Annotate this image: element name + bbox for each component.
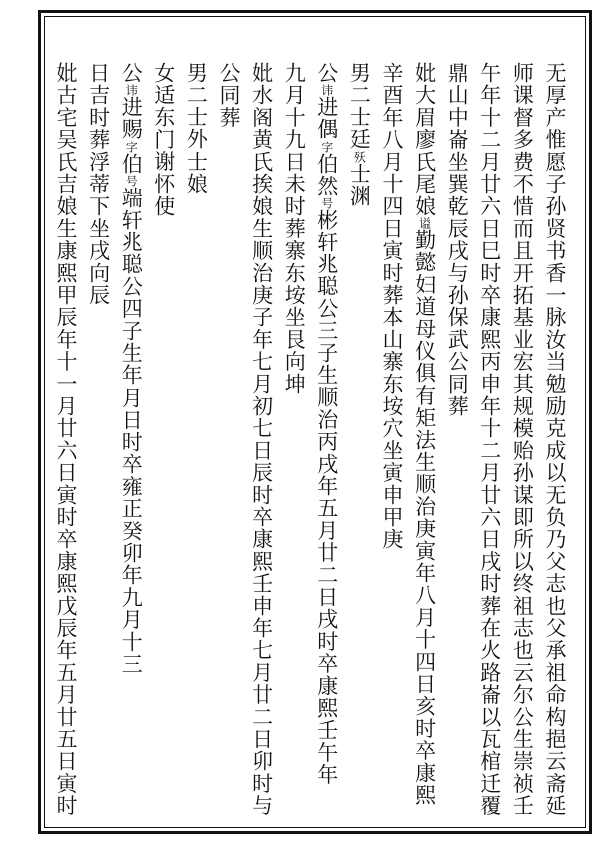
column-text: 公同葬	[217, 62, 241, 129]
column-text: 辛酉年八月十四日寅时葬本山寨东垵穴坐寅申甲庚	[380, 62, 404, 551]
column-text: 妣大眉廖氏尾娘	[412, 62, 437, 218]
column-text: 日吉时葬浮蒂下坐戌向辰	[86, 62, 111, 307]
column-text: 日	[119, 408, 144, 432]
column-text: 士外	[184, 106, 209, 151]
annotation-text: 字	[319, 140, 334, 153]
text-column	[507, 62, 537, 822]
column-text: 适东门谢怀使	[151, 84, 176, 218]
column-text: 年	[119, 364, 144, 387]
column-text: 勤懿妇道母仪俱有矩法生顺治庚寅年八月十四日亥时卒康熙	[412, 229, 437, 807]
text-column	[344, 62, 452, 822]
column-text: 妣古宅吴氏吉娘生康熙甲辰年十一月廿六日寅时卒康熙戊辰年五月廿五日寅时	[54, 62, 78, 817]
column-text: 士廷	[347, 106, 372, 151]
column-text: 妣水阁黄氏挨娘生顺治庚子年七月初七日辰时卒康熙壬申年七月廿二日卯时与	[249, 62, 274, 817]
column-text: 进偶	[314, 96, 339, 141]
column-text: 鼎山中崙坐巽乾辰戌与孙保武公同葬	[445, 62, 470, 418]
text-column	[51, 62, 81, 822]
column-text: 月	[119, 386, 144, 409]
column-text: 彬轩	[314, 209, 339, 254]
column-text: 师课督多费不惜而且开拓基业宏其规模贻孙谋即所以终祖志也云尔公生崇祯壬	[510, 62, 535, 817]
column-text: 男二	[347, 62, 372, 107]
column-text: 午年十二月廿六日巳时卒康熙丙申年十二月廿六日戌时葬在火路崙以瓦棺迁覆	[477, 62, 502, 817]
column-text: 进赐	[119, 96, 144, 141]
annotation-text: 字	[124, 140, 139, 153]
column-text: 伯然	[314, 152, 339, 198]
annotation-text: 谥	[417, 217, 432, 230]
text-column	[84, 62, 114, 822]
margin-header	[6, 62, 36, 651]
column-text: 公	[314, 62, 339, 85]
column-text: 端轩	[119, 186, 144, 232]
text-column	[312, 62, 354, 822]
column-text: 时卒雍正癸卯年九月十三	[119, 431, 144, 676]
annotation-text: 讳	[124, 84, 139, 97]
column-text: 兆聪公三子生顺治丙戌年五月廿二日戌时卒康熙壬午年	[314, 253, 339, 787]
column-text: 无厚产惟愿子孙贤书香一脉汝当勉励克成以无负乃父志也父承祖命构挹云斋延	[543, 62, 567, 817]
text-column	[540, 62, 570, 822]
column-text: 女	[151, 62, 176, 85]
column-text: 伯	[119, 152, 144, 175]
annotation-text: 殀	[352, 150, 367, 163]
column-text: 公	[119, 62, 144, 85]
annotation-text: 讳	[319, 84, 334, 97]
column-text: 士娘	[184, 150, 209, 196]
text-column	[475, 62, 505, 822]
annotation-text: 号	[124, 174, 139, 187]
annotation-text: 号	[319, 197, 334, 210]
text-column	[116, 62, 168, 822]
column-text: 士渊	[347, 162, 372, 208]
column-text: 九月十九日未时葬寨东垵坐艮向坤	[282, 62, 307, 395]
column-text: 兆聪公四子生	[119, 231, 144, 365]
column-text: 男二	[184, 62, 209, 107]
